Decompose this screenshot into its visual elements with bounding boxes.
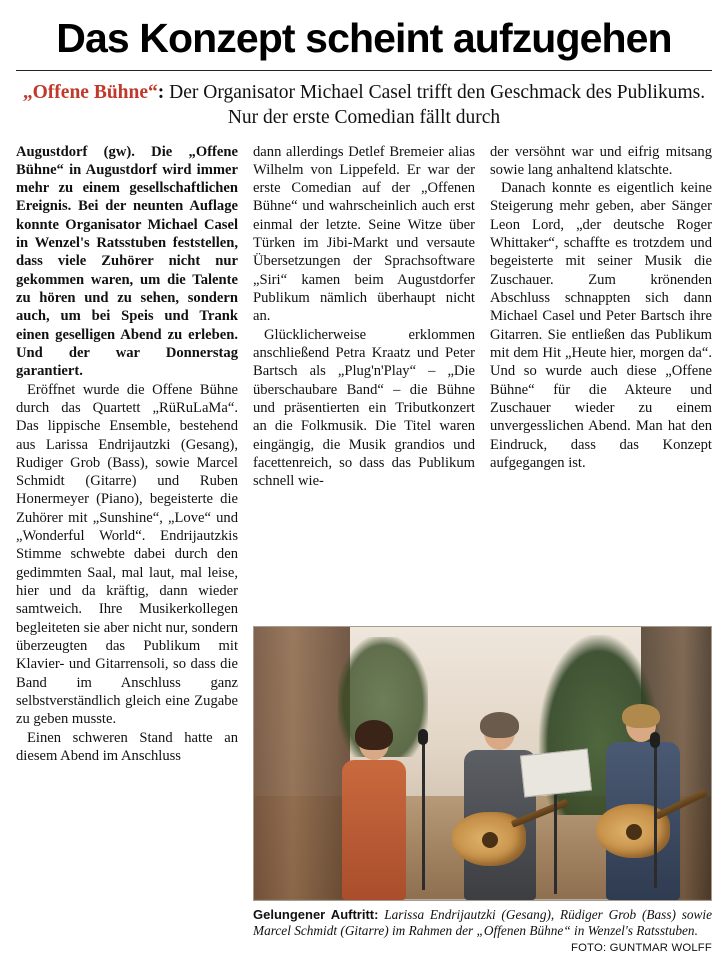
deck-lead-term: „Offene Bühne“ xyxy=(22,81,158,103)
microphone-left xyxy=(418,729,428,745)
column-3 xyxy=(490,143,712,473)
paragraph: der versöhnt war und eifrig mitsang sowie lang anhaltend klatschte. xyxy=(490,143,712,178)
column-1 xyxy=(16,143,238,766)
microphone-stand-right xyxy=(654,743,657,888)
caption-text: Larissa Endrijautzki (Gesang), Rüdiger Grob (Bass) sowie Marcel Schmidt (Gitarre) im Rahmen der „Offenen Bühne“ in Wenzel's Ratsstuben. xyxy=(253,906,712,939)
paragraph: dann allerdings Detlef Bremeier alias Wilhelm von Lippefeld. Er war der erste Comedian auf der „Offenen Bühne“ und wahrscheinlich auch erst einmal der letzte. Seine Witze über Türken im Jibi-Markt und versaute Übersetzungen der Sprachsoftware „Siri“ kamen beim Augustdorfer Publikum nämlich überhaupt nicht an. xyxy=(253,143,475,325)
article-photo-block xyxy=(253,626,712,955)
deck-lead-suffix: : xyxy=(157,81,165,103)
photo-caption xyxy=(253,907,712,941)
music-stand-plate xyxy=(520,748,592,797)
band-performance-photo xyxy=(253,626,712,901)
page-title: Das Konzept scheint aufzugehen xyxy=(56,15,672,61)
music-stand-pole xyxy=(554,784,557,894)
guitarist-right-hair xyxy=(622,704,660,728)
guitarist-hair xyxy=(480,712,519,738)
singer-dress xyxy=(342,760,406,900)
deck-rest: Der Organisator Michael Casel trifft den Geschmack des Publikums. Nur der erste Comedian fällt durch xyxy=(164,81,706,129)
paragraph: Danach konnte es eigentlich keine Steigerung mehr geben, aber Sänger Leon Lord, „der deutsche Roger Whittaker“, schaffte es trotzdem und begeisterte mit seiner Musik die Zuschauer. Zum krönenden Abschluss schnappten sich dann Michael Casel und Peter Bartsch ihre Gitarren. Sie entließen das Publikum mit dem Hit „Heute hier, morgen da“. Und so wurde auch diese „Offene Bühne“ für die Akteure und Zuschauer wieder zu einem unvergesslichen Abend. Man hat den Eindruck, dass das Konzept aufgegangen ist. xyxy=(490,180,712,471)
paragraph: Glücklicherweise erklommen anschließend Petra Kraatz und Peter Bartsch als „Plug'n'Play“ – „Die überschaubare Band“ – die Bühne und präsentierten ein Tributkonzert an die Folkmusik. Die Titel waren eingängig, die Musik grandios und facettenreich, so dass das Publikum schnell wie- xyxy=(253,326,475,490)
singer-hair xyxy=(355,720,393,750)
caption-lead: Gelungener Auftritt: xyxy=(253,906,379,922)
microphone-stand-left xyxy=(422,740,425,890)
paragraph: Einen schweren Stand hatte an diesem Abend im Anschluss xyxy=(16,729,238,764)
photo-credit: FOTO: GUNTMAR WOLFF xyxy=(570,942,712,954)
microphone-right xyxy=(650,732,660,748)
guitar-soundhole xyxy=(482,832,498,848)
photo-figure-singer xyxy=(332,700,418,900)
guitar-soundhole xyxy=(626,824,642,840)
article-deck xyxy=(22,80,706,131)
photo-figure-guitarist-right xyxy=(590,675,700,900)
paragraph: Eröffnet wurde die Offene Bühne durch das Quartett „RüRuLaMa“. Das lippische Ensemble, bestehend aus Larissa Endrijautzki (Gesang), Rudiger Grob (Bass), sowie Marcel Schmidt (Gitarre) und Ruben Honermeyer (Piano), begeisterte die Zuhörer mit „Sunshine“, „Love“ und „Wonderful World“. Endrijautzkis Stimme schwebte dabei durch den gedimmten Saal, mal laut, mal leise, hier und da kräftig, dann wieder samtweich. Ihre Musikerkollegen begleiteten sie aber nicht nur, sondern überzeugten das Publikum mit Klavier- und Gitarrensoli, so dass die Band im Anschluss ganz selbstverständlich gleich eine Zugabe zu geben musste. xyxy=(16,381,238,728)
headline-divider xyxy=(16,70,712,71)
column-2 xyxy=(253,143,475,491)
paragraph: Augustdorf (gw). Die „Offene Bühne“ in Augustdorf wird immer mehr zu einem gesellschaftlichen Ereignis. Bei der neunten Auflage konnte Organisator Michael Casel in Wenzel's Ratsstuben feststellen, dass viele Zuhörer nicht nur gekommen waren, um die Talente zu hören und zu sehen, sondern auch, um bei Speis und Trank einen geselligen Abend zu erleben. Und der war Donnerstag garantiert. xyxy=(16,143,238,380)
